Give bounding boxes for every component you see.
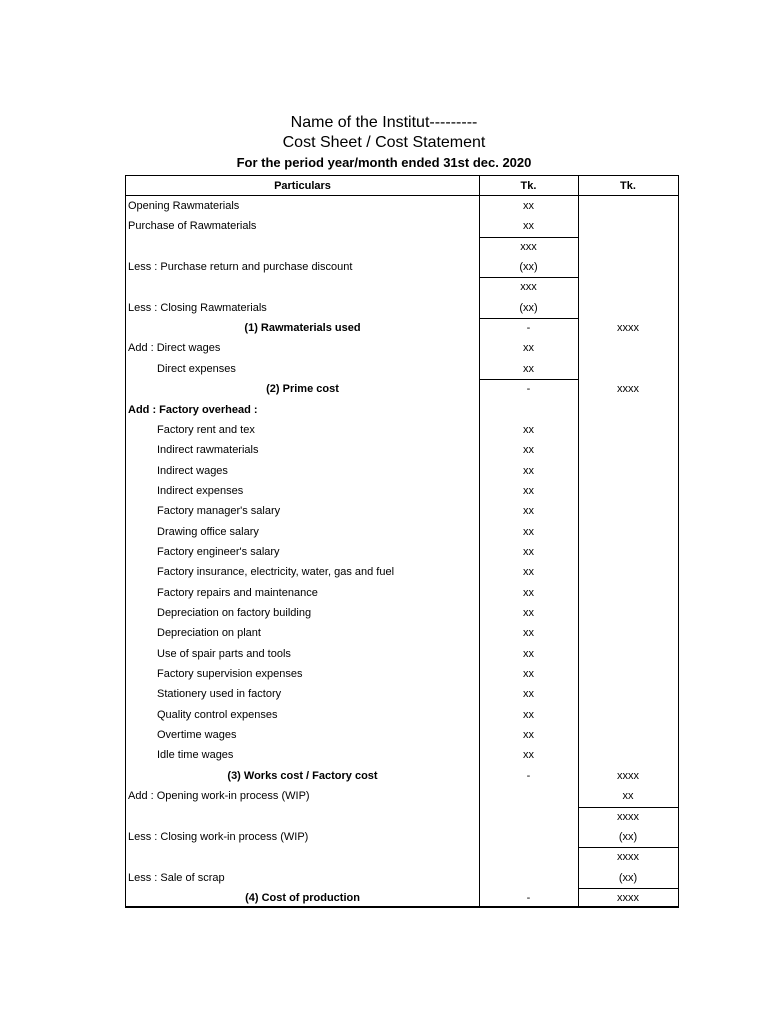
tk-cell-2 xyxy=(578,298,678,318)
tk-cell-2 xyxy=(578,705,678,725)
tk-cell-1: xx xyxy=(523,586,534,599)
table-row xyxy=(126,623,678,643)
table-row xyxy=(126,338,678,358)
subtotal-rule xyxy=(479,379,579,380)
tk-cell-1: xx xyxy=(523,566,534,579)
tk-cell-1: xx xyxy=(523,525,534,538)
particulars-cell: Less : Closing Rawmaterials xyxy=(128,301,267,314)
cost-sheet-table xyxy=(125,175,679,908)
tk-cell-2: xxxx xyxy=(617,769,639,782)
header-particulars: Particulars xyxy=(126,176,479,196)
tk-cell-2 xyxy=(578,400,678,420)
subtotal-rule xyxy=(578,888,678,889)
tk-cell-2 xyxy=(578,745,678,765)
particulars-cell: (4) Cost of production xyxy=(245,891,360,904)
particulars-cell: Factory manager's salary xyxy=(157,505,281,518)
particulars-cell: Overtime wages xyxy=(157,729,237,742)
table-row xyxy=(126,257,678,277)
tk-cell-1: xx xyxy=(523,505,534,518)
particulars-cell: Less : Sale of scrap xyxy=(128,871,225,884)
tk-cell-2 xyxy=(578,237,678,257)
tk-cell-2 xyxy=(578,725,678,745)
document-title: Cost Sheet / Cost Statement xyxy=(282,134,486,151)
tk-cell-2 xyxy=(578,277,678,297)
particulars-cell: Depreciation on plant xyxy=(157,627,261,640)
table-row xyxy=(126,481,678,501)
particulars-cell: Factory engineer's salary xyxy=(157,545,280,558)
table-row xyxy=(126,745,678,765)
tk-cell-1: xx xyxy=(523,607,534,619)
tk-cell-2 xyxy=(578,583,678,603)
particulars-cell: Indirect rawmaterials xyxy=(157,444,259,457)
tk-cell-1 xyxy=(479,847,578,867)
tk-cell-1: xx xyxy=(523,708,534,721)
tk-cell-1: xx xyxy=(523,729,534,742)
table-row xyxy=(126,522,678,542)
tk-cell-2 xyxy=(578,461,678,481)
table-row xyxy=(126,664,678,684)
particulars-cell: Opening Rawmaterials xyxy=(128,200,240,212)
table-row xyxy=(126,603,678,623)
tk-cell-1: xx xyxy=(523,464,534,477)
tk-cell-2 xyxy=(578,440,678,460)
table-row xyxy=(126,359,678,379)
table-row xyxy=(126,868,678,888)
tk-cell-1 xyxy=(479,400,578,420)
tk-cell-2 xyxy=(578,481,678,501)
subtotal-rule xyxy=(578,847,678,848)
tk-cell-1 xyxy=(479,807,578,827)
table-row xyxy=(126,400,678,420)
tk-cell-1: (xx) xyxy=(519,261,538,274)
table-row xyxy=(126,684,678,704)
tk-cell-1: xx xyxy=(523,342,534,355)
particulars-cell xyxy=(128,807,476,827)
table-row xyxy=(126,501,678,521)
table-row xyxy=(126,461,678,481)
tk-cell-2: xxxx xyxy=(617,322,639,335)
table-row xyxy=(126,196,678,216)
period-subtitle: For the period year/month ended 31st dec. 2020 xyxy=(236,155,532,170)
tk-cell-1: - xyxy=(526,383,531,396)
tk-cell-2 xyxy=(578,542,678,562)
tk-cell-2: xxxx xyxy=(617,383,639,396)
table-row xyxy=(126,379,678,399)
particulars-cell: Factory repairs and maintenance xyxy=(157,586,318,599)
particulars-cell: Less : Purchase return and purchase discount xyxy=(128,261,353,274)
tk-cell-1: xx xyxy=(523,220,534,233)
table-row xyxy=(126,420,678,440)
tk-cell-1: xx xyxy=(523,627,534,640)
tk-cell-2 xyxy=(578,644,678,664)
tk-cell-1: xx xyxy=(523,484,534,497)
tk-cell-2 xyxy=(578,257,678,277)
particulars-cell: Quality control expenses xyxy=(157,708,278,721)
table-row xyxy=(126,827,678,847)
table-row xyxy=(126,888,678,908)
particulars-cell: Indirect expenses xyxy=(157,484,244,497)
particulars-cell: Use of spair parts and tools xyxy=(157,647,291,660)
tk-cell-2: xx xyxy=(622,790,634,803)
tk-cell-1: xx xyxy=(523,647,534,660)
institute-name: Name of the Institut--------- xyxy=(290,114,478,131)
particulars-cell xyxy=(128,237,476,257)
tk-cell-2 xyxy=(578,338,678,358)
tk-cell-1 xyxy=(479,868,578,888)
header-tk-1: Tk. xyxy=(479,176,578,196)
table-row xyxy=(126,705,678,725)
tk-cell-2 xyxy=(578,562,678,582)
tk-cell-1: xxx xyxy=(520,240,537,253)
particulars-cell: Indirect wages xyxy=(157,464,228,477)
table-row xyxy=(126,725,678,745)
table-row xyxy=(126,298,678,318)
table-row xyxy=(126,766,678,786)
tk-cell-2: xxxx xyxy=(617,851,639,864)
tk-cell-1: - xyxy=(526,891,531,904)
tk-cell-2: xxxx xyxy=(617,810,639,823)
tk-cell-1 xyxy=(479,786,578,806)
tk-cell-2: xxxx xyxy=(617,891,639,904)
tk-cell-2 xyxy=(578,501,678,521)
subtotal-rule xyxy=(578,807,678,808)
tk-cell-1: xx xyxy=(523,545,534,558)
particulars-cell xyxy=(128,847,476,867)
particulars-cell: Add : Direct wages xyxy=(128,342,221,355)
table-row xyxy=(126,562,678,582)
particulars-cell: Factory rent and tex xyxy=(157,423,255,436)
tk-cell-1: xx xyxy=(523,423,534,436)
header-tk-2: Tk. xyxy=(578,176,678,196)
particulars-cell: (2) Prime cost xyxy=(266,383,339,396)
tk-cell-1: (xx) xyxy=(519,301,538,314)
tk-cell-2 xyxy=(578,359,678,379)
particulars-cell: Factory supervision expenses xyxy=(157,668,303,681)
tk-cell-2: (xx) xyxy=(618,871,638,884)
tk-cell-1: xx xyxy=(523,200,534,212)
tk-cell-2 xyxy=(578,420,678,440)
tk-cell-1: - xyxy=(526,322,531,335)
tk-cell-1 xyxy=(479,827,578,847)
particulars-cell: (1) Rawmaterials used xyxy=(244,322,361,335)
table-row xyxy=(126,786,678,806)
table-row xyxy=(126,583,678,603)
tk-cell-2 xyxy=(578,603,678,623)
table-row xyxy=(126,847,678,867)
particulars-cell: Purchase of Rawmaterials xyxy=(128,220,257,233)
particulars-cell: Drawing office salary xyxy=(157,525,259,538)
tk-cell-2 xyxy=(578,216,678,236)
tk-cell-1: xx xyxy=(523,749,534,762)
tk-cell-1: xx xyxy=(523,668,534,681)
table-row xyxy=(126,216,678,236)
particulars-cell: (3) Works cost / Factory cost xyxy=(227,769,378,782)
tk-cell-1: - xyxy=(526,769,531,782)
subtotal-rule xyxy=(479,277,579,278)
particulars-cell: Less : Closing work-in process (WIP) xyxy=(128,830,309,843)
tk-cell-2 xyxy=(578,623,678,643)
particulars-cell xyxy=(128,277,476,297)
tk-cell-1: xx xyxy=(523,688,534,701)
table-row xyxy=(126,807,678,827)
tk-cell-2: (xx) xyxy=(618,830,638,843)
particulars-cell: Idle time wages xyxy=(157,749,234,762)
table-row xyxy=(126,440,678,460)
particulars-cell: Add : Opening work-in process (WIP) xyxy=(128,790,310,803)
tk-cell-2 xyxy=(578,196,678,216)
tk-cell-1: xx xyxy=(523,362,534,375)
particulars-cell: Depreciation on factory building xyxy=(157,607,312,619)
table-row xyxy=(126,277,678,297)
particulars-cell: Add : Factory overhead : xyxy=(128,403,258,416)
table-row xyxy=(126,644,678,664)
tk-cell-1: xx xyxy=(523,444,534,457)
tk-cell-2 xyxy=(578,684,678,704)
table-row xyxy=(126,542,678,562)
table-row xyxy=(126,237,678,257)
particulars-cell: Factory insurance, electricity, water, gas and fuel xyxy=(157,566,395,579)
tk-cell-2 xyxy=(578,664,678,684)
particulars-cell: Stationery used in factory xyxy=(157,688,282,701)
table-row xyxy=(126,318,678,338)
subtotal-rule xyxy=(479,237,579,238)
tk-cell-1: xxx xyxy=(520,281,537,294)
particulars-cell: Direct expenses xyxy=(157,362,236,375)
subtotal-rule xyxy=(479,318,579,319)
tk-cell-2 xyxy=(578,522,678,542)
